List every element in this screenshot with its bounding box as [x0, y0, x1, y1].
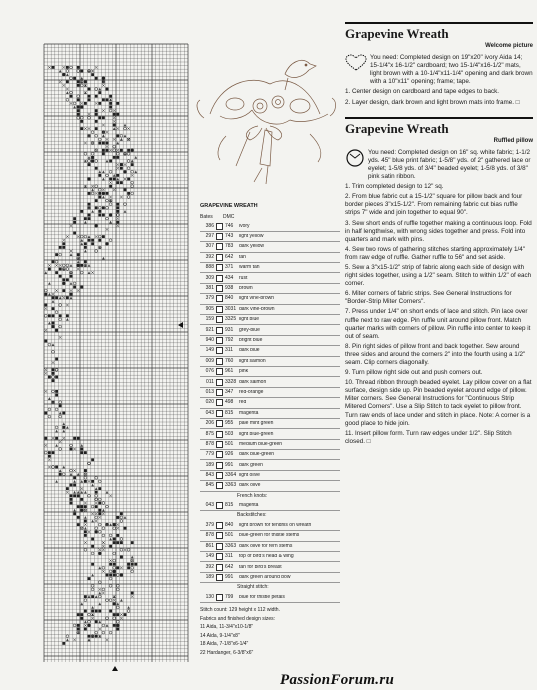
color-name: grey-blue — [239, 327, 260, 333]
color-name: dark yellow — [239, 244, 265, 250]
symbol-swatch — [216, 295, 223, 302]
fabrics-label: Fabrics and finished design sizes: — [200, 615, 276, 622]
symbol-swatch — [216, 482, 223, 489]
legend-header — [200, 215, 340, 220]
legend-row — [200, 593, 340, 603]
fabric-4: 22 Hardanger, 6-3/8"x6" — [200, 649, 254, 656]
bates-number: 379 — [205, 522, 214, 529]
pillow-icon — [345, 149, 365, 167]
symbol-swatch — [216, 522, 223, 529]
bates-number: 206 — [205, 420, 214, 427]
dmc-number: 961 — [225, 368, 234, 375]
dmc-number: 991 — [225, 461, 234, 468]
legend-row — [200, 552, 340, 562]
stitch-info — [200, 606, 340, 658]
symbol-swatch — [216, 327, 223, 334]
dmc-number: 783 — [225, 243, 234, 250]
color-name: tan for bird's breast — [239, 564, 282, 570]
dmc-number: 311 — [225, 347, 233, 354]
color-name: light blue-green — [239, 431, 274, 437]
legend-row — [200, 409, 340, 419]
color-name: light vine-brown — [239, 296, 275, 302]
section2-step: 5. Sew a 3"x15-1/2" strip of fabric along each side of design with right sides together, using a 1/2" seam. Stitch to within 1/2" of each corner. — [345, 263, 532, 288]
symbol-swatch — [216, 564, 223, 571]
section1-subtitle: Welcome picture — [485, 43, 533, 49]
legend-row — [200, 542, 340, 552]
color-name: dark green around bow — [239, 574, 291, 580]
symbol-swatch — [216, 441, 223, 448]
section2-step: 6. Miter corners of fabric strips. See General Instructions for "Border-Strip Miter Corners". — [345, 290, 512, 306]
bates-number: 189 — [205, 573, 214, 580]
section2-step: 9. Turn pillow right side out and push corners out. — [345, 369, 483, 377]
wreath-illustration — [190, 44, 342, 204]
section2-step: 7. Press under 1/4" on short ends of lace and stitch. Pin lace over ruffle next to raw edge. Pin ruffle unit around pillow front. Match quarter marks with corners of pillow. Pin ruffle into center to keep it out of seam. — [345, 308, 531, 340]
bates-number: 307 — [205, 243, 214, 250]
dmc-number: 743 — [225, 233, 234, 240]
color-name: light brown for tendrils on wreath — [239, 523, 312, 529]
bates-number: 297 — [205, 233, 214, 240]
dmc-number: 642 — [225, 563, 234, 570]
dmc-number: 434 — [225, 274, 234, 281]
bates-number: 779 — [205, 451, 214, 458]
watermark: PassionForum.ru — [280, 672, 395, 688]
bates-number: 888 — [205, 264, 214, 271]
symbol-swatch — [216, 389, 223, 396]
dmc-number: 347 — [225, 388, 234, 395]
dmc-number: 3363 — [225, 542, 237, 549]
legend-row — [200, 294, 340, 304]
color-name: light olive — [239, 473, 260, 479]
color-name: top of bird's head & wing — [239, 554, 294, 560]
section2-step: 4. Sew two rows of gathering stitches starting approximately 1/4" from raw edge of ruffle. Gather ruffle to 56" and set aside. — [345, 245, 526, 261]
color-name: dark vine-brown — [239, 306, 275, 312]
legend-section-label: Backstitches: — [237, 512, 267, 519]
legend-section-label: Straight stitch: — [237, 584, 269, 591]
color-name: rust — [239, 275, 248, 281]
bates-number: 381 — [205, 285, 214, 292]
bates-number: 875 — [205, 430, 214, 437]
symbol-swatch — [216, 399, 223, 406]
bates-number: 386 — [205, 222, 214, 229]
section2-step: 8. Pin right sides of pillow front and back together. Sew around three sides and around the corners 2" into the fourth using a 1/2" seam. Clip corners diagonally. — [345, 342, 526, 366]
legend-row — [200, 521, 340, 531]
dmc-number: 799 — [225, 593, 234, 600]
section2-step: 3. Sew short ends of ruffle together making a continuous loop. Fold in half lengthwise, with wrong sides together and press. Fold into quarters and mark with pins. — [345, 219, 532, 243]
legend-row — [200, 305, 340, 315]
dmc-number: 3364 — [225, 472, 237, 479]
legend-row — [200, 419, 340, 429]
cross-stitch-chart — [0, 0, 190, 690]
symbol-swatch — [216, 462, 223, 469]
bates-number: 013 — [205, 388, 214, 395]
fabric-2: 14 Aida, 9-1/4"x8" — [200, 632, 240, 639]
dmc-number: 501 — [225, 440, 234, 447]
bates-number: 845 — [205, 482, 214, 489]
symbol-swatch — [216, 306, 223, 313]
bates-number: 878 — [205, 532, 214, 539]
instructions-column — [345, 22, 533, 448]
bates-number: 149 — [205, 553, 214, 560]
color-name: dark salmon — [239, 379, 267, 385]
col-dmc: DMC — [223, 213, 235, 220]
color-key — [200, 204, 340, 658]
legend-row — [200, 253, 340, 263]
legend-row — [200, 325, 340, 335]
bates-number: 043 — [205, 409, 214, 416]
section1-title: Grapevine Wreath — [345, 22, 533, 41]
bates-number: 130 — [205, 593, 214, 600]
dmc-number: 760 — [225, 357, 234, 364]
section2-step: 2. From blue fabric cut a 15-1/2" square for pillow back and four border pieces 3"x15-1/2". From remaining fabric cut bias ruffle strips 7" wide and join together to equal 90". — [345, 193, 523, 217]
color-name: light yellow — [239, 234, 264, 240]
symbol-swatch — [216, 243, 223, 250]
symbol-swatch — [216, 337, 223, 344]
color-name: warm tan — [239, 265, 260, 271]
dmc-number: 503 — [225, 430, 234, 437]
legend-row — [200, 263, 340, 273]
color-name: light salmon — [239, 358, 266, 364]
symbol-swatch — [216, 358, 223, 365]
color-name: dark blue-green — [239, 452, 275, 458]
color-name: ivory — [239, 223, 250, 229]
symbol-swatch — [216, 472, 223, 479]
dmc-number: 498 — [225, 399, 234, 406]
symbol-swatch — [216, 379, 223, 386]
dmc-number: 3325 — [225, 316, 237, 323]
dmc-number: 931 — [225, 326, 234, 333]
dmc-number: 926 — [225, 451, 234, 458]
legend-row — [200, 367, 340, 377]
legend-row — [200, 315, 340, 325]
symbol-swatch — [216, 451, 223, 458]
section2-needs: You need: Completed design on 16" sq. white fabric; 1-1/2 yds. 45" blue print fabric; 1-5/8" yds. of 2" gathered lace or eyelet; 1-5/8 yds. of 3/4" beaded eyelet; 1-5/8 yds. of 3/8" pink satin ribbon. — [368, 148, 531, 181]
legend-row — [200, 573, 340, 583]
legend-row — [200, 531, 340, 541]
color-name: blue-green for thistle stems — [239, 533, 300, 539]
legend-row — [200, 501, 340, 511]
col-bates: Bates — [200, 213, 213, 220]
color-name: dark green — [239, 462, 263, 468]
symbol-swatch — [216, 532, 223, 539]
bates-number: 861 — [205, 542, 214, 549]
legend-row — [200, 346, 340, 356]
bates-number: 905 — [205, 305, 214, 312]
legend-row — [200, 273, 340, 283]
symbol-swatch — [216, 254, 223, 261]
color-name: magenta — [239, 410, 259, 416]
bates-number: 392 — [205, 253, 214, 260]
legend-row — [200, 450, 340, 460]
dmc-number: 642 — [225, 253, 234, 260]
bates-number: 076 — [205, 368, 214, 375]
color-name: magenta — [239, 503, 259, 509]
heart-frame-icon — [345, 54, 367, 72]
symbol-swatch — [216, 264, 223, 271]
section2-step: 10. Thread ribbon through beaded eyelet. Lay pillow cover on a flat surface, design side up. Pin beaded eyelet around edge of pillow. Miter corners. See General Instructions for "Continuous Strip Mitered Corners". Use a Slip Stitch to tack eyelet to pillow front. Turn raw ends of lace under and stitch in place. Note: A corner is a good place to hide join. — [345, 379, 532, 427]
legend-row — [200, 562, 340, 572]
legend-row — [200, 388, 340, 398]
dmc-number: 746 — [225, 222, 234, 229]
bates-number: 009 — [205, 357, 214, 364]
dmc-number: 815 — [225, 502, 234, 509]
fabric-3: 18 Aida, 7-1/8"x6-1/4" — [200, 641, 249, 648]
symbol-swatch — [216, 502, 223, 509]
legend-row — [200, 471, 340, 481]
bates-number: 940 — [205, 336, 214, 343]
stitch-count: Stitch count: 129 height x 112 width. — [200, 606, 280, 613]
bates-number: 020 — [205, 399, 214, 406]
section2-title: Grapevine Wreath — [345, 117, 533, 136]
bates-number: 392 — [205, 563, 214, 570]
bates-number: 878 — [205, 440, 214, 447]
section1-step: 1. Center design on cardboard and tape edges to back. — [345, 88, 500, 96]
symbol-swatch — [216, 233, 223, 240]
dmc-number: 3328 — [225, 378, 237, 385]
legend-row — [200, 232, 340, 242]
legend-row — [200, 377, 340, 387]
bates-number: 189 — [205, 461, 214, 468]
dmc-number: 792 — [225, 336, 234, 343]
color-name: light blue — [239, 317, 260, 323]
color-name: blue for thistle petals — [239, 594, 285, 600]
symbol-swatch — [216, 368, 223, 375]
dmc-number: 371 — [225, 264, 234, 271]
bates-number: 159 — [205, 316, 214, 323]
dmc-number: 840 — [225, 295, 234, 302]
symbol-swatch — [216, 431, 223, 438]
color-name: tan — [239, 254, 246, 260]
dmc-number: 501 — [225, 532, 234, 539]
section2-step: 1. Trim completed design to 12" sq. — [345, 183, 444, 191]
color-name: dark olive — [239, 483, 261, 489]
legend-row — [200, 460, 340, 470]
section2-subtitle: Ruffled pillow — [493, 137, 533, 144]
color-name: pink — [239, 369, 249, 375]
bates-number: 149 — [205, 347, 214, 354]
color-name: medium blue-green — [239, 441, 283, 447]
dmc-number: 311 — [225, 553, 233, 560]
legend-row — [200, 440, 340, 450]
section1-needs: You need: Completed design on 19"x20" ivory Aida 14; 15-1/4"x 16-1/2" cardboard; two 15-1/4"x16-1/2" mats, light brown with a 10-1/4"x11-1/4" opening and dark brown with a 10"x11" opening; frame; tape. — [370, 54, 533, 86]
legend-rows — [200, 222, 340, 603]
bates-number: 921 — [205, 326, 214, 333]
dmc-number: 815 — [225, 409, 234, 416]
color-name: dark blue — [239, 348, 260, 354]
legend-row — [200, 222, 340, 232]
section1-step: 2. Layer design, dark brown and light brown mats into frame. □ — [345, 98, 520, 106]
color-name: brown — [239, 286, 253, 292]
symbol-swatch — [216, 420, 223, 427]
symbol-swatch — [216, 553, 223, 560]
dmc-number: 991 — [225, 573, 234, 580]
color-name: pale mint green — [239, 421, 274, 427]
color-name: bright blue — [239, 337, 263, 343]
symbol-swatch — [216, 275, 223, 282]
bates-number: 843 — [205, 472, 214, 479]
legend-row — [200, 336, 340, 346]
bates-number: 309 — [205, 274, 214, 281]
section2-step: 11. Insert pillow form. Turn raw edges under 1/2". Slip Stitch closed. □ — [345, 429, 512, 445]
legend-row — [200, 481, 340, 491]
legend-row — [200, 242, 340, 252]
bates-number: 379 — [205, 295, 214, 302]
dmc-number: 3363 — [225, 482, 237, 489]
symbol-swatch — [216, 223, 223, 230]
symbol-swatch — [216, 594, 223, 601]
symbol-swatch — [216, 410, 223, 417]
symbol-swatch — [216, 285, 223, 292]
dmc-number: 840 — [225, 522, 234, 529]
color-name: red-orange — [239, 389, 264, 395]
section2-intro — [345, 149, 533, 181]
legend-title: GRAPEVINE WREATH — [200, 203, 258, 209]
symbol-swatch — [216, 543, 223, 550]
fabric-1: 11 Aida, 11-3/4"x10-1/8" — [200, 624, 254, 631]
legend-row — [200, 357, 340, 367]
legend-row — [200, 398, 340, 408]
legend-row — [200, 284, 340, 294]
section2-steps — [345, 183, 533, 446]
color-name: dark olive for fern stems — [239, 543, 293, 549]
color-name: red — [239, 400, 247, 406]
legend-section-label: French knots: — [237, 492, 268, 499]
dmc-number: 955 — [225, 420, 234, 427]
symbol-swatch — [216, 316, 223, 323]
symbol-swatch — [216, 574, 223, 581]
dmc-number: 3031 — [225, 305, 237, 312]
bates-number: 011 — [206, 378, 214, 385]
symbol-swatch — [216, 347, 223, 354]
legend-row — [200, 429, 340, 439]
dmc-number: 938 — [225, 285, 234, 292]
bates-number: 043 — [205, 502, 214, 509]
section1-intro — [345, 54, 533, 86]
